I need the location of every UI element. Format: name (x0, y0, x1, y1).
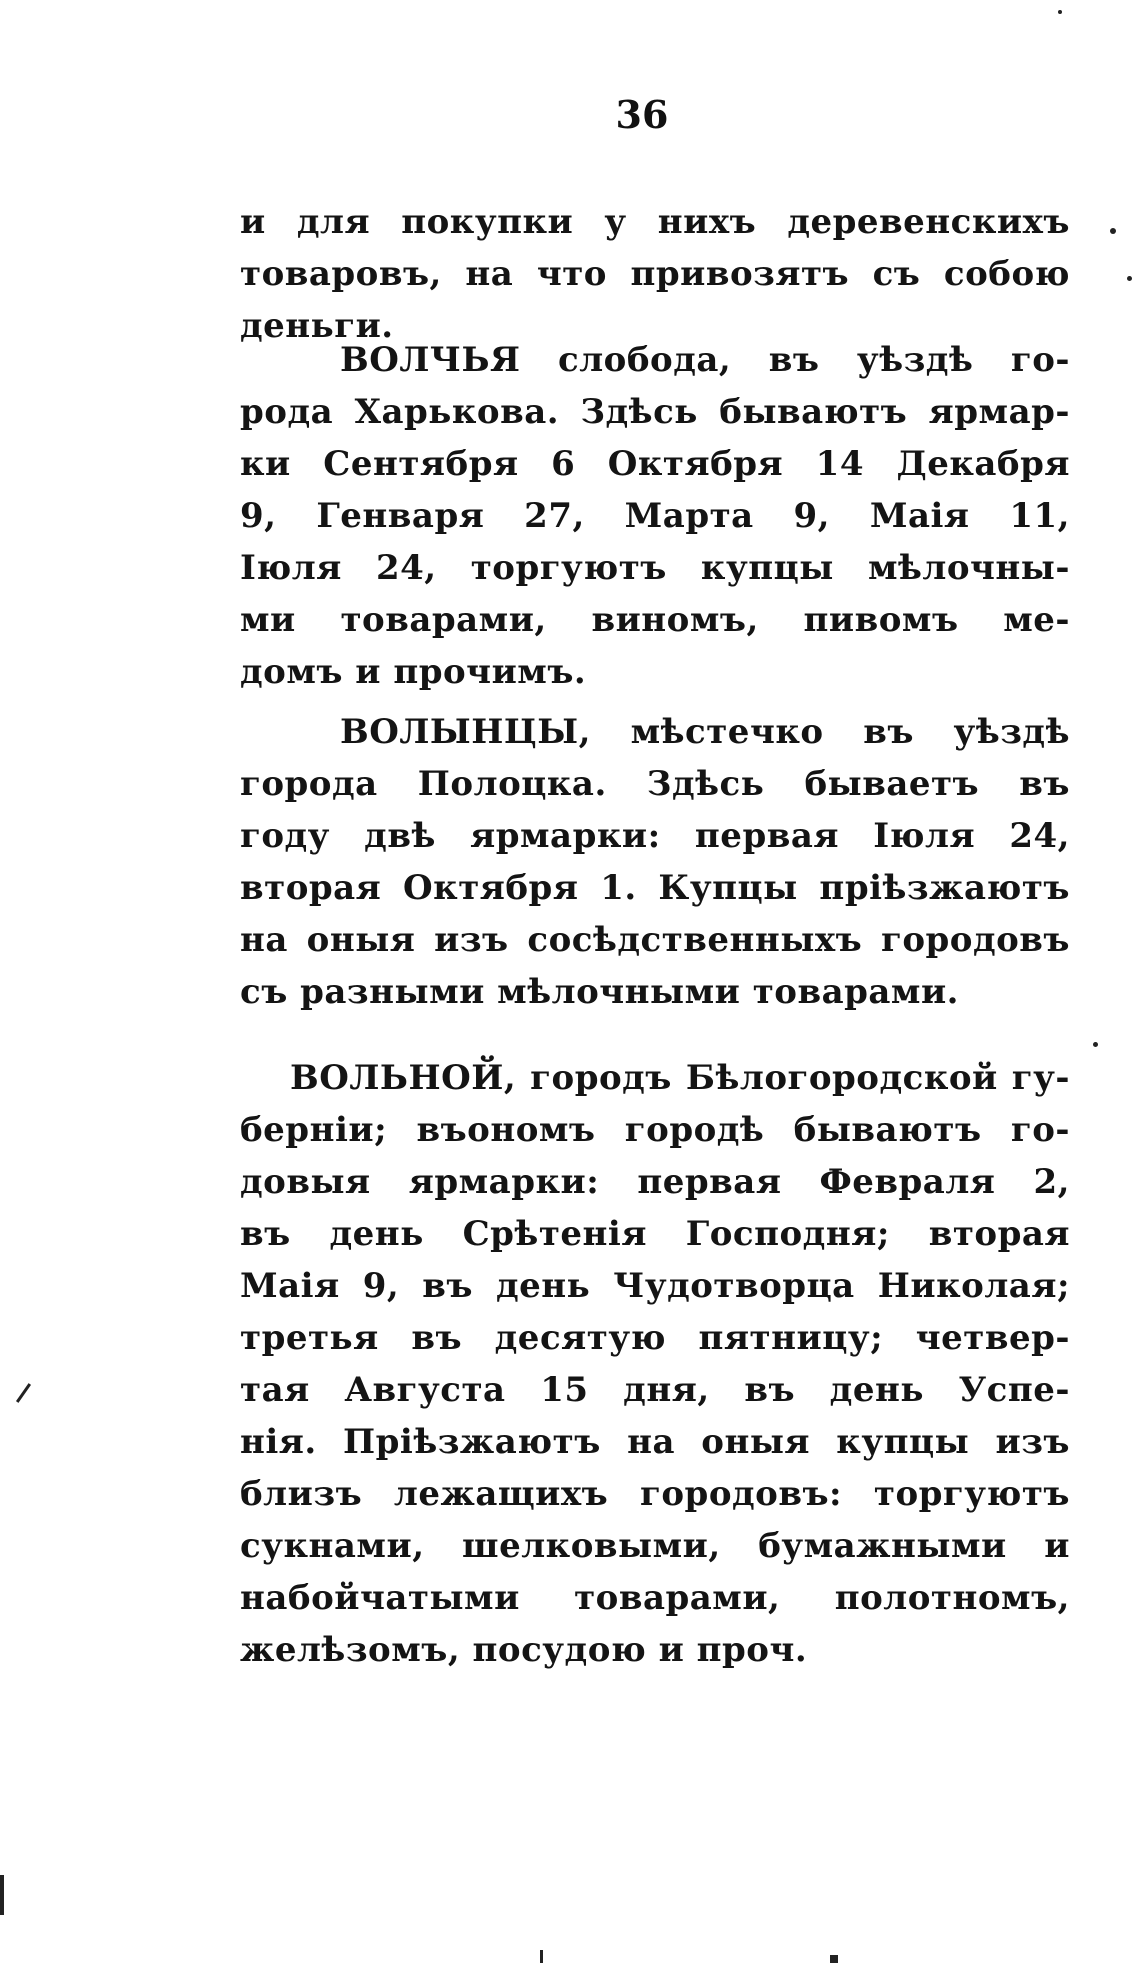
scan-speck (1110, 228, 1116, 234)
text-line: съ разными мѣлочными товарами. (240, 972, 960, 1012)
paragraph-volnoy (240, 1052, 1070, 1676)
text-line: году двѣ ярмарки: первая Іюля 24, (240, 816, 1070, 856)
text-line: Іюля 24, торгуютъ купцы мѣлочны- (240, 548, 1070, 588)
text-line: Маія 9, въ день Чудотворца Николая; (240, 1266, 1070, 1306)
text-line: города Полоцка. Здѣсь бываетъ въ (240, 764, 1070, 804)
scan-speck (1127, 276, 1132, 281)
text-line: и для покупки у нихъ деревенскихъ (240, 202, 1070, 242)
scan-mark (830, 1955, 838, 1963)
scan-speck (1093, 1042, 1098, 1047)
paragraph-volchya (240, 334, 1070, 698)
text-line: товаровъ, на что привозятъ съ собою (240, 254, 1070, 294)
text-line: ВОЛЧЬЯ слобода, въ уѣздѣ го- (340, 340, 1070, 380)
text-line: въ день Срѣтенія Господня; вторая (240, 1214, 1070, 1254)
text-line: 9, Генваря 27, Марта 9, Маія 11, (240, 496, 1070, 536)
text-line: довыя ярмарки: первая Февраля 2, (240, 1162, 1070, 1202)
scan-mark (0, 1875, 4, 1915)
text-line: ВОЛЬНОЙ, городъ Бѣлогородской гу- (290, 1058, 1070, 1098)
scan-mark (16, 1383, 31, 1403)
text-line: тая Августа 15 дня, въ день Успе- (240, 1370, 1070, 1410)
text-line: набойчатыми товарами, полотномъ, (240, 1578, 1070, 1618)
text-line: деньги. (240, 306, 394, 346)
text-line: ки Сентября 6 Октября 14 Декабря (240, 444, 1070, 484)
text-line: сукнами, шелковыми, бумажными и (240, 1526, 1070, 1566)
text-line: ми товарами, виномъ, пивомъ ме- (240, 600, 1070, 640)
text-line: желѣзомъ, посудою и проч. (240, 1630, 808, 1670)
text-line: вторая Октября 1. Купцы пріѣзжаютъ (240, 868, 1070, 908)
text-line: близъ лежащихъ городовъ: торгуютъ (240, 1474, 1070, 1514)
page-number: 36 (615, 92, 669, 137)
text-line: домъ и прочимъ. (240, 652, 587, 692)
text-line: берніи; въономъ городѣ бываютъ го- (240, 1110, 1070, 1150)
text-line: ВОЛЫНЦЫ, мѣстечко въ уѣздѣ (340, 712, 1070, 752)
text-line: нія. Пріѣзжаютъ на оныя купцы изъ (240, 1422, 1070, 1462)
text-line: на оныя изъ сосѣдственныхъ городовъ (240, 920, 1070, 960)
paragraph-continuation (240, 196, 1070, 352)
paragraph-volyntsy (240, 706, 1070, 1018)
text-line: рода Харькова. Здѣсь бываютъ ярмар- (240, 392, 1070, 432)
scan-speck (1058, 10, 1062, 14)
scan-mark (540, 1950, 543, 1963)
text-line: третья въ десятую пятницу; четвер- (240, 1318, 1070, 1358)
